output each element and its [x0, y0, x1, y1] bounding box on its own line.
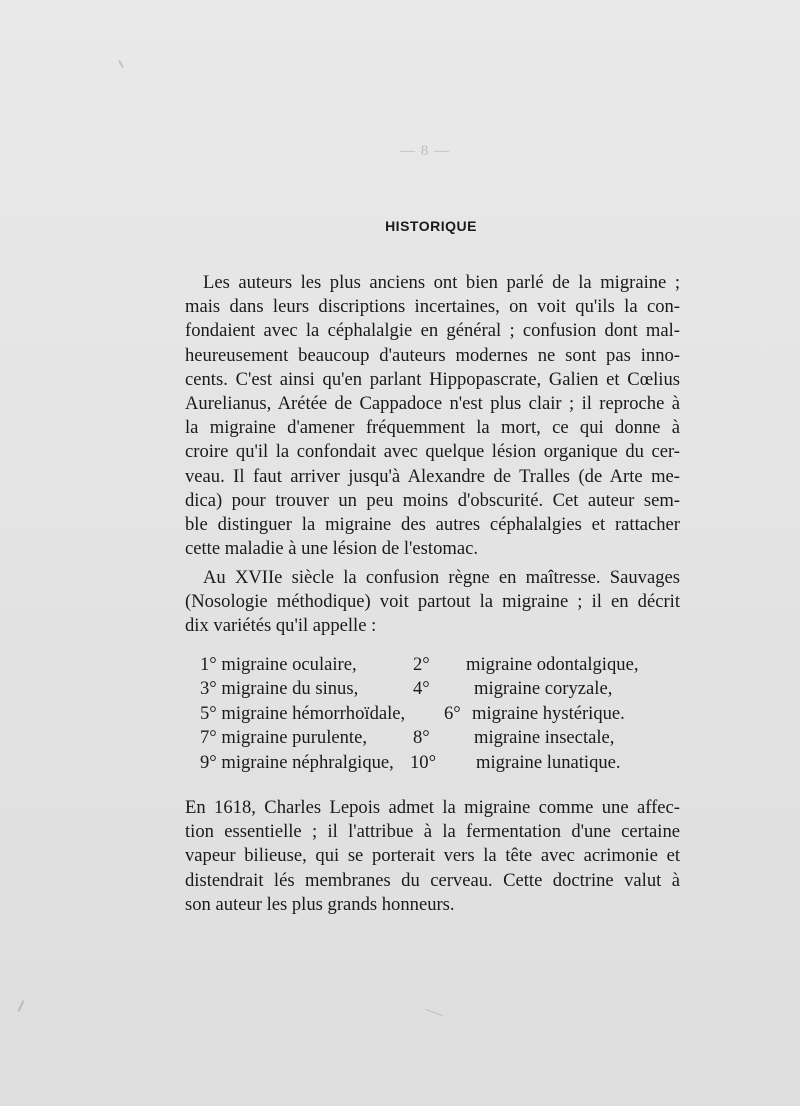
variety-number: 2° [413, 654, 430, 675]
text-line: tion essentielle ; il l'attribue à la fermentation d'une certaine [185, 821, 680, 843]
variety-number: 6° [444, 702, 461, 724]
text-line: cette maladie à une lésion de l'estomac. [185, 538, 478, 560]
variety-right: migraine insectale, [474, 727, 615, 749]
text-line: cents. C'est ainsi qu'en parlant Hippopascrate, Galien et Cœlius [185, 368, 680, 390]
text-line: croire qu'il la confondait avec quelque lésion organique du cer- [185, 441, 680, 463]
text-line: dix variétés qu'il appelle : [185, 615, 377, 637]
list-item [200, 702, 670, 726]
variety-left: 7° migraine purulente, [200, 727, 367, 749]
text-line: heureusement beaucoup d'auteurs modernes ne sont pas inno- [185, 344, 680, 366]
scan-speck [425, 1009, 442, 1016]
paragraph-2 [185, 566, 680, 639]
text-line: Au XVIIe siècle la confusion règne en maîtresse. Sauvages [203, 567, 680, 588]
text-line: Aurelianus, Arétée de Cappadoce n'est plus clair ; il reproche à [185, 393, 680, 415]
text-line: ble distinguer la migraine des autres céphalalgies et rattacher [185, 514, 680, 536]
variety-right: migraine coryzale, [474, 678, 613, 700]
variety-left: 9° migraine néphralgique, [200, 751, 394, 773]
text-line: mais dans leurs discriptions incertaines, on voit qu'ils la con- [185, 296, 680, 318]
text-line: dica) pour trouver un peu moins d'obscurité. Cet auteur sem- [185, 489, 680, 511]
list-item [200, 677, 670, 701]
text-line: (Nosologie méthodique) voit partout la migraine ; il en décrit [185, 591, 680, 613]
list-item [200, 751, 670, 775]
text-line: fondaient avec la céphalalgie en général ; confusion dont mal- [185, 320, 680, 342]
list-item [200, 726, 670, 750]
text-line: Les auteurs les plus anciens ont bien parlé de la migraine ; [203, 272, 680, 293]
paragraph-1 [185, 271, 680, 561]
variety-left: 3° migraine du sinus, [200, 678, 359, 700]
variety-number: 8° [413, 727, 430, 749]
varieties-list [200, 653, 670, 775]
variety-right: migraine lunatique. [476, 751, 621, 773]
variety-left: 1° migraine oculaire, [200, 654, 357, 675]
variety-number: 4° [413, 678, 430, 700]
text-line: distendrait lés membranes du cerveau. Cette doctrine valut à [185, 869, 680, 891]
text-line: la migraine d'amener fréquemment la mort, ce qui donne à [185, 417, 680, 439]
variety-right: migraine odontalgique, [466, 654, 639, 675]
paragraph-3 [185, 796, 680, 917]
text-line: vapeur bilieuse, qui se porterait vers la tête avec acrimonie et [185, 845, 680, 867]
scan-speck [18, 1000, 25, 1012]
text-line: son auteur les plus grands honneurs. [185, 893, 455, 915]
variety-left: 5° migraine hémorrhoïdale, [200, 702, 406, 724]
page-number: — 8 — [400, 143, 450, 159]
scan-speck [118, 60, 124, 68]
variety-right: migraine hystérique. [472, 702, 625, 724]
variety-number: 10° [410, 751, 437, 773]
section-title: HISTORIQUE [385, 218, 477, 234]
text-line: En 1618, Charles Lepois admet la migraine comme une affec- [185, 797, 680, 818]
text-line: veau. Il faut arriver jusqu'à Alexandre de Tralles (de Arte me- [185, 465, 680, 487]
list-item [200, 653, 670, 677]
